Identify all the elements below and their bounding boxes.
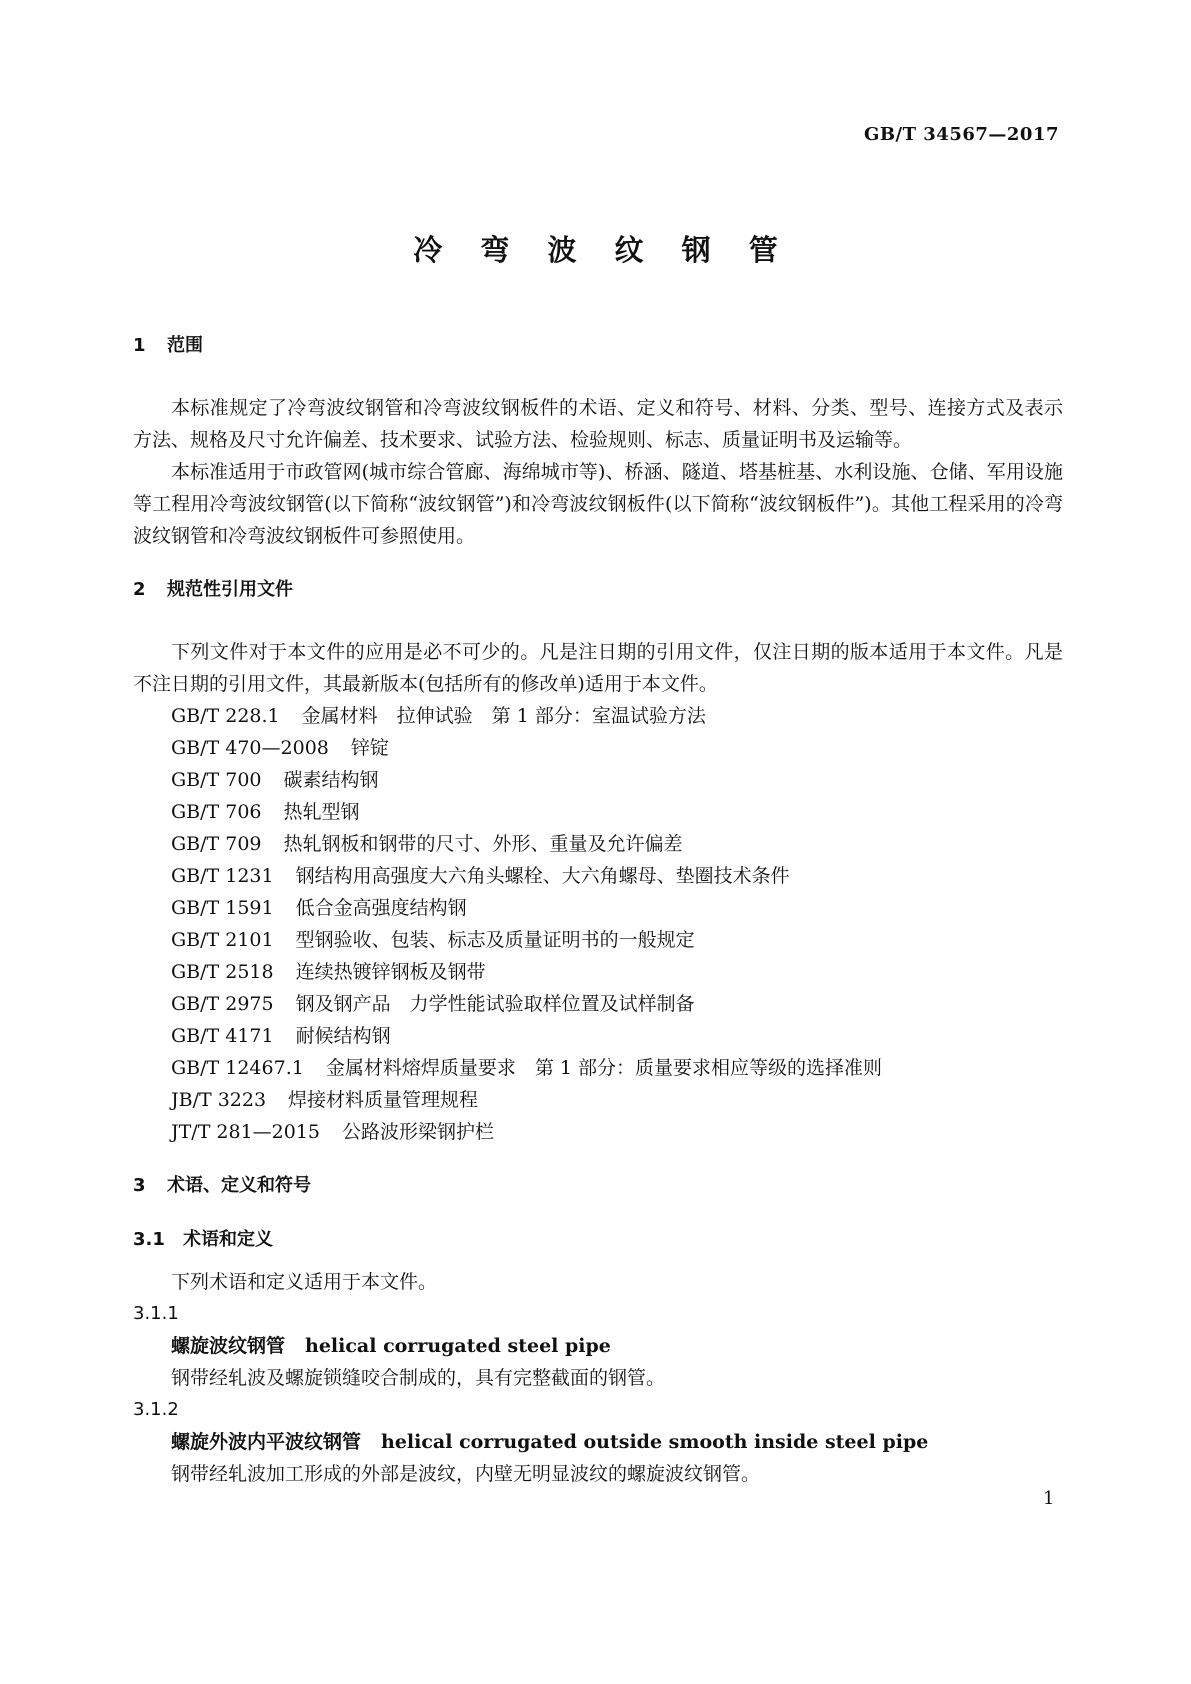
reference-item [133,764,1063,796]
standard-code: GB/T 34567—2017 [863,124,1059,145]
section-heading-scope [133,330,1063,362]
section-title: 范围 [167,335,203,356]
term-entry [133,1330,1063,1362]
term-definition: 钢带经轧波及螺旋锁缝咬合制成的，具有完整截面的钢管。 [171,1367,666,1389]
reference-item [133,1020,1063,1052]
reference-code: JB/T 3223 [171,1089,267,1111]
reference-code: JT/T 281—2015 [171,1121,321,1143]
reference-name: 钢及钢产品 力学性能试验取样位置及试样制备 [295,993,695,1015]
reference-item [133,732,1063,764]
term-en: helical corrugated outside smooth inside steel pipe [381,1431,929,1453]
term-en: helical corrugated steel pipe [305,1335,611,1357]
section-number: 2 [133,579,146,600]
reference-name: 金属材料 拉伸试验 第 1 部分：室温试验方法 [301,705,706,727]
reference-item [133,860,1063,892]
reference-name: 热轧型钢 [283,801,360,823]
term-number: 3.1.2 [133,1399,179,1420]
reference-name: 金属材料熔焊质量要求 第 1 部分：质量要求相应等级的选择准则 [325,1057,882,1079]
reference-code: GB/T 2975 [171,993,274,1015]
reference-code: GB/T 12467.1 [171,1057,304,1079]
reference-item [133,1052,1063,1084]
term-zh: 螺旋波纹钢管 [171,1335,286,1357]
reference-code: GB/T 700 [171,769,262,791]
reference-name: 碳素结构钢 [283,769,379,791]
term-zh: 螺旋外波内平波纹钢管 [171,1431,362,1453]
reference-item [133,1116,1063,1148]
reference-code: GB/T 470—2008 [171,737,329,759]
reference-code: GB/T 2518 [171,961,274,983]
reference-name: 热轧钢板和钢带的尺寸、外形、重量及允许偏差 [283,833,683,855]
term-entry [133,1426,1063,1458]
reference-name: 锌锭 [350,737,389,759]
term-definition: 钢带经轧波加工形成的外部是波纹，内壁无明显波纹的螺旋波纹钢管。 [171,1463,761,1485]
reference-name: 低合金高强度结构钢 [295,897,467,919]
reference-name: 型钢验收、包装、标志及质量证明书的一般规定 [295,929,695,951]
section-number: 1 [133,335,146,356]
reference-code: GB/T 228.1 [171,705,280,727]
reference-item [133,892,1063,924]
reference-item [133,988,1063,1020]
reference-name: 公路波形梁钢护栏 [342,1121,495,1143]
reference-item [133,828,1063,860]
reference-item [133,1084,1063,1116]
reference-item [133,796,1063,828]
reference-code: GB/T 706 [171,801,262,823]
page-number: 1 [1043,1488,1055,1509]
reference-name: 焊接材料质量管理规程 [288,1089,479,1111]
section-number: 3 [133,1175,146,1196]
reference-code: GB/T 4171 [171,1025,274,1047]
subsection-heading-terms-definitions [133,1224,1063,1256]
reference-item [133,956,1063,988]
section-title: 术语、定义和符号 [167,1175,311,1196]
document-title: 冷 弯 波 纹 钢 管 [413,233,792,267]
paragraph: 下列文件对于本文件的应用是必不可少的。凡是注日期的引用文件，仅注日期的版本适用于本文件。凡是不注日期的引用文件，其最新版本(包括所有的修改单)适用于本文件。 [133,641,1063,695]
reference-name: 钢结构用高强度大六角头螺栓、大六角螺母、垫圈技术条件 [295,865,790,887]
section-heading-terms [133,1170,1063,1202]
term-number: 3.1.1 [133,1303,179,1324]
reference-code: GB/T 2101 [171,929,274,951]
subsection-title: 术语和定义 [183,1229,273,1250]
reference-name: 耐候结构钢 [295,1025,391,1047]
reference-name: 连续热镀锌钢板及钢带 [295,961,486,983]
paragraph: 下列术语和定义适用于本文件。 [171,1271,438,1293]
reference-item [133,700,1063,732]
document-body [133,330,1063,1490]
paragraph: 本标准适用于市政管网(城市综合管廊、海绵城市等)、桥涵、隧道、塔基桩基、水利设施、仓储、军用设施等工程用冷弯波纹钢管(以下简称“波纹钢管”)和冷弯波纹钢板件(以下简称“波纹钢板件”)。其他工程采用的冷弯波纹钢管和冷弯波纹钢板件可参照使用。 [133,461,1063,547]
subsection-number: 3.1 [133,1229,165,1250]
reference-code: GB/T 1231 [171,865,274,887]
section-title: 规范性引用文件 [167,579,293,600]
reference-list [133,700,1063,1148]
section-heading-normative-references [133,574,1063,606]
reference-item [133,924,1063,956]
reference-code: GB/T 709 [171,833,262,855]
paragraph: 本标准规定了冷弯波纹钢管和冷弯波纹钢板件的术语、定义和符号、材料、分类、型号、连接方式及表示方法、规格及尺寸允许偏差、技术要求、试验方法、检验规则、标志、质量证明书及运输等。 [133,397,1063,451]
reference-code: GB/T 1591 [171,897,274,919]
